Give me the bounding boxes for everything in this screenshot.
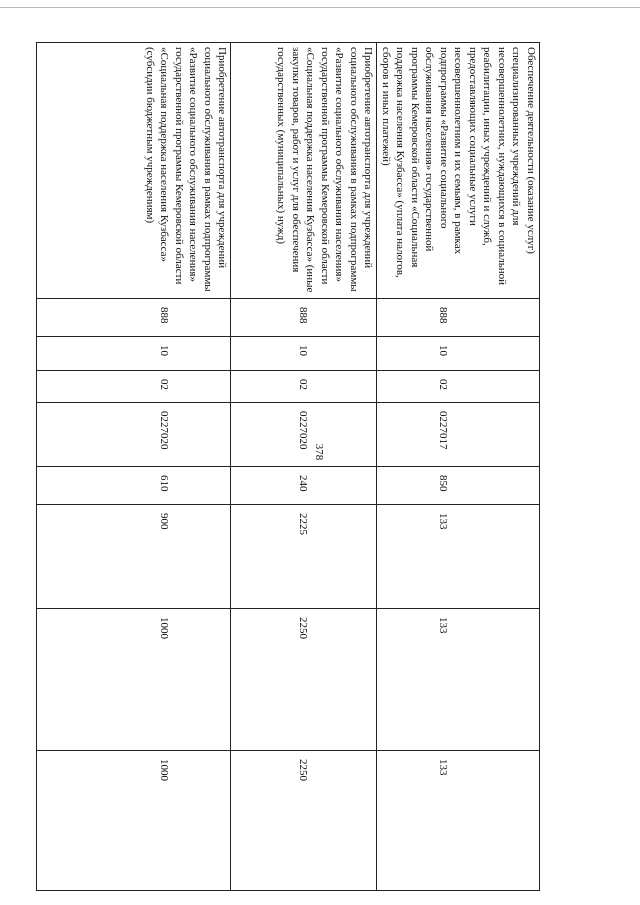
section-code: 10 — [158, 345, 171, 356]
budget-table-rotated — [60, 42, 540, 890]
type-cell — [377, 467, 540, 505]
row-name: Обеспечение деятельности (оказание услуг) специализированных учреждений для несовершеннолетних, нуждающихся в социальной реабилитации, иных учреждений и служб, предоставляющих социальные услуги несовершеннолетним и их семьям, в рамках подпрограммы «Развитие социального обслуживания населения» государственной программы Кемеровской области «Социальная поддержка населения Кузбасса» (уплата налогов, сборов и иных платежей) — [377, 43, 540, 299]
amount-cell-3 — [231, 751, 377, 891]
section-code: 10 — [297, 345, 310, 356]
amount-year-1: 2225 — [297, 513, 310, 535]
subsection-cell — [231, 371, 377, 403]
amount-year-3: 2250 — [297, 759, 310, 781]
section-cell — [37, 337, 231, 371]
section-code: 10 — [437, 345, 449, 356]
amount-cell-1 — [231, 505, 377, 609]
expense-type-code: 240 — [297, 475, 310, 492]
amount-cell-1 — [37, 505, 231, 609]
row-name: Приобретение автотранспорта для учреждений социального обслуживания в рамках подпрограммы «Развитие социального обслуживания населения» государственной программы Кемеровской области «Социальная поддержка населения Кузбасса» (субсидии бюджетным учреждениям) — [37, 43, 231, 299]
ministry-code: 888 — [158, 307, 171, 324]
amount-cell-3 — [377, 751, 540, 891]
target-code: 0227017 — [437, 411, 449, 450]
table-row — [37, 43, 231, 891]
ministry-code: 888 — [437, 307, 449, 324]
type-cell — [231, 467, 377, 505]
ministry-cell — [377, 299, 540, 337]
amount-year-1: 900 — [158, 513, 171, 530]
page-number: 378 — [313, 443, 325, 461]
amount-cell-2 — [231, 609, 377, 751]
expense-type-code: 850 — [437, 475, 449, 492]
type-cell — [37, 467, 231, 505]
amount-year-1: 133 — [437, 513, 449, 530]
amount-cell-2 — [377, 609, 540, 751]
amount-year-2: 133 — [437, 617, 449, 634]
amount-cell-2 — [37, 609, 231, 751]
amount-cell-1 — [377, 505, 540, 609]
target-cell — [37, 403, 231, 467]
amount-year-3: 133 — [437, 759, 449, 776]
target-cell — [231, 403, 377, 467]
amount-year-3: 1000 — [158, 759, 171, 781]
subsection-code: 02 — [437, 379, 449, 390]
subsection-code: 02 — [297, 379, 310, 390]
target-code: 0227020 — [158, 411, 171, 450]
amount-year-2: 1000 — [158, 617, 171, 639]
expense-type-code: 610 — [158, 475, 171, 492]
target-cell — [377, 403, 540, 467]
ministry-cell — [37, 299, 231, 337]
subsection-cell — [377, 371, 540, 403]
ministry-cell — [231, 299, 377, 337]
table-row — [231, 43, 377, 891]
budget-table — [37, 42, 541, 891]
section-cell — [231, 337, 377, 371]
section-cell — [377, 337, 540, 371]
subsection-cell — [37, 371, 231, 403]
target-code: 0227020 — [297, 411, 310, 450]
amount-year-2: 2250 — [297, 617, 310, 639]
ministry-code: 888 — [297, 307, 310, 324]
row-name: Приобретение автотранспорта для учреждений социального обслуживания в рамках подпрограммы «Развитие социального обслуживания населения» государственной программы Кемеровской области «Социальная поддержка населения Кузбасса» (иные закупки товаров, работ и услуг для обеспечения государственных (муниципальных) нужд) — [231, 43, 377, 299]
subsection-code: 02 — [158, 379, 171, 390]
amount-cell-3 — [37, 751, 231, 891]
table-row — [377, 43, 540, 891]
top-rule — [0, 7, 640, 8]
